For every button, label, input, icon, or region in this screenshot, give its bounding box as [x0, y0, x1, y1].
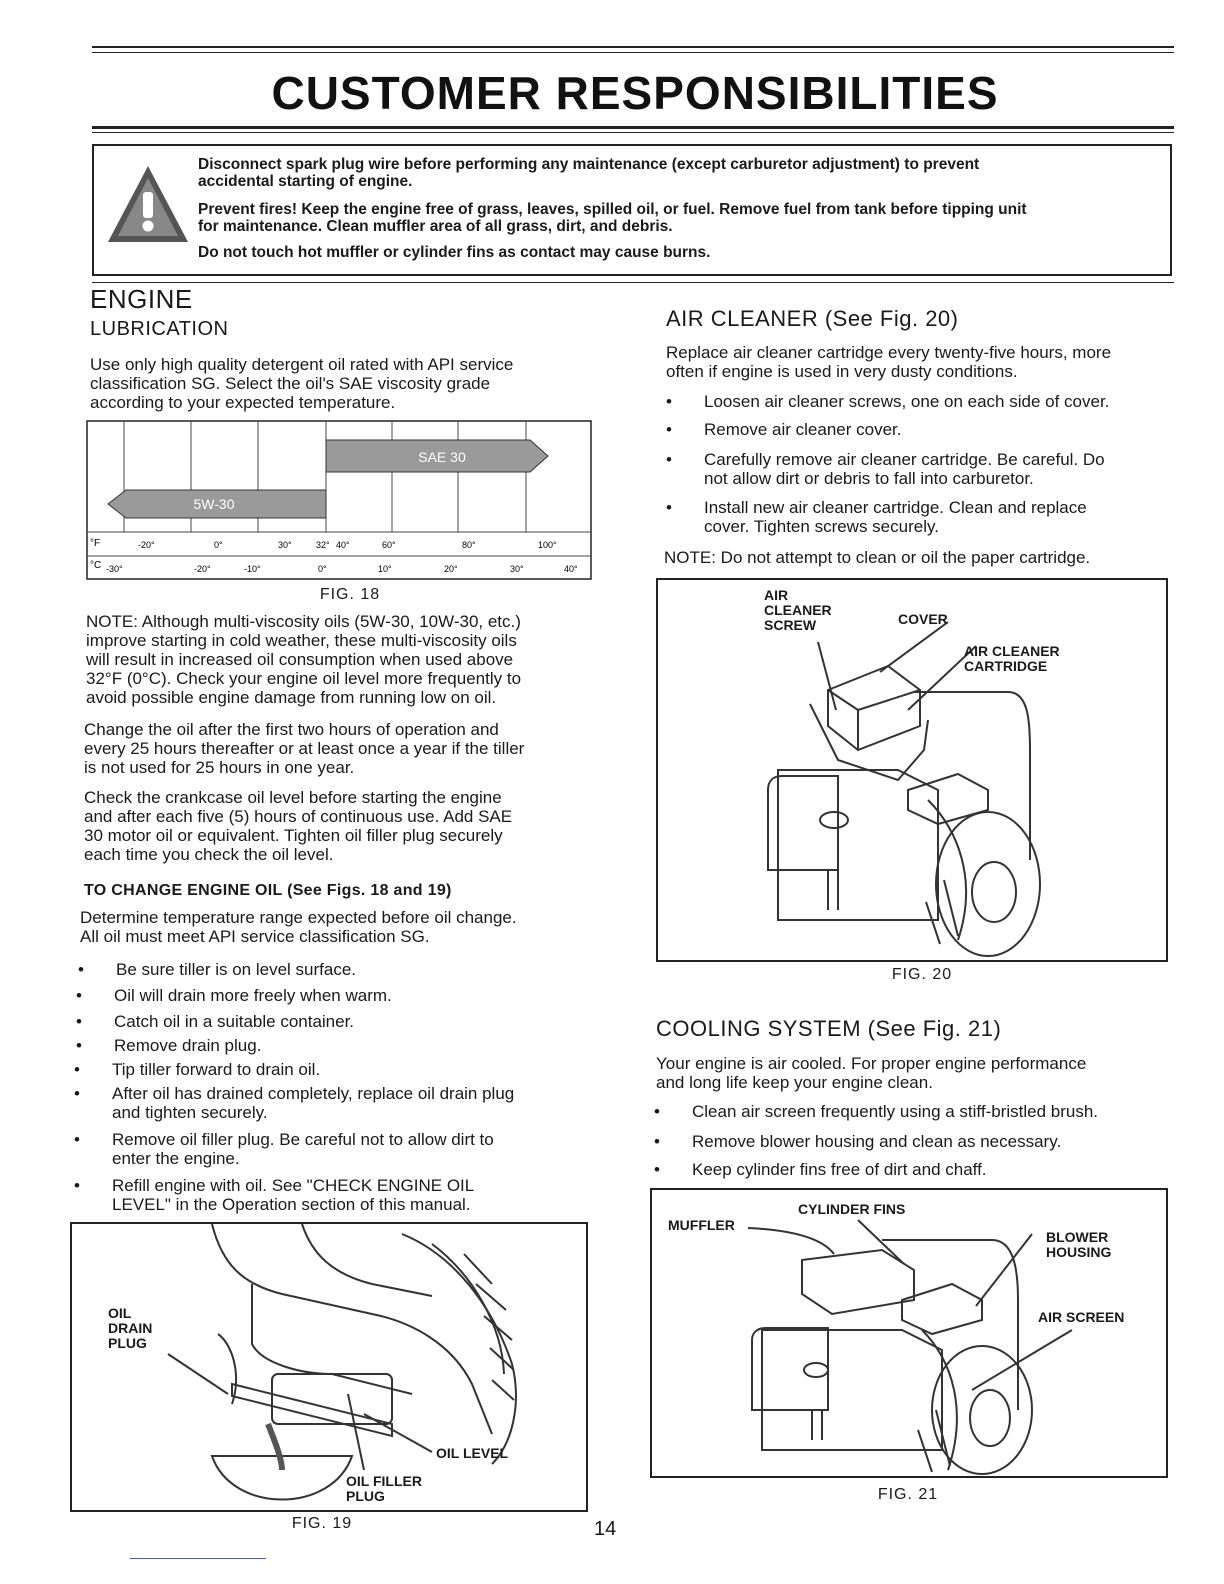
text-line: Remove blower housing and clean as necessary.: [692, 1132, 1062, 1151]
warning-line-2: accidental starting of engine.: [198, 173, 413, 190]
text-line: Your engine is air cooled. For proper engine performance: [656, 1054, 1087, 1073]
text-line: classification SG. Select the oil's SAE viscosity grade: [90, 374, 491, 393]
lubrication-heading: LUBRICATION: [90, 318, 229, 340]
text-line: Check the crankcase oil level before starting the engine: [84, 788, 502, 807]
f-tick: 32°: [316, 540, 330, 550]
text-line: Tip tiller forward to drain oil.: [112, 1060, 321, 1079]
text-line: Catch oil in a suitable container.: [114, 1012, 355, 1031]
text-line: and tighten securely.: [112, 1103, 268, 1122]
page-title: CUSTOMER RESPONSIBILITIES: [271, 67, 999, 119]
change-oil-paragraph: [84, 720, 596, 777]
bullet: •: [666, 420, 672, 439]
warning-bottom-rule: [92, 282, 1174, 283]
text-line: PLUG: [108, 1335, 147, 1351]
bullet: •: [74, 1060, 80, 1079]
fig-21-caption: FIG. 21: [877, 1486, 939, 1503]
list-item: [76, 986, 392, 1005]
bullet: •: [76, 1012, 82, 1031]
text-line: Determine temperature range expected before oil change.: [80, 908, 517, 927]
air-cleaner-screw-label: [764, 588, 832, 633]
text-line: After oil has drained completely, replace oil drain plug: [112, 1084, 515, 1103]
page-number: 14: [594, 1518, 617, 1540]
bullet: •: [74, 1130, 80, 1149]
determine-paragraph: [80, 908, 596, 946]
air-cleaner-heading: AIR CLEANER (See Fig. 20): [666, 306, 959, 331]
title-rule-thin: [92, 132, 1174, 133]
text-line: and after each five (5) hours of continuous use. Add SAE: [84, 807, 513, 826]
air-cleaner-cartridge-label: [964, 644, 1060, 674]
list-item: [654, 1160, 987, 1179]
text-line: not allow dirt or debris to fall into carburetor.: [704, 469, 1034, 488]
title-rule: [92, 126, 1174, 129]
list-item: [654, 1102, 1098, 1121]
text-line: LEVEL" in the Operation section of this manual.: [112, 1195, 471, 1214]
list-item: [74, 1130, 494, 1168]
text-line: Replace air cleaner cartridge every twenty-five hours, more: [666, 343, 1112, 362]
text-line: AIR CLEANER: [964, 643, 1060, 659]
warning-line-4: for maintenance. Clean muffler area of all grass, dirt, and debris.: [198, 218, 673, 235]
bullet: •: [76, 1036, 82, 1055]
text-line: OIL: [108, 1305, 132, 1321]
bullet: •: [74, 1084, 80, 1103]
f-tick: -20°: [138, 540, 155, 550]
text-line: Clean air screen frequently using a stiff-bristled brush.: [692, 1102, 1098, 1121]
text-line: and long life keep your engine clean.: [656, 1073, 933, 1092]
text-line: HOUSING: [1046, 1244, 1112, 1260]
lubrication-paragraph: [90, 355, 600, 412]
air-cleaner-note: NOTE: Do not attempt to clean or oil the paper cartridge.: [664, 548, 1091, 567]
bullet: •: [654, 1102, 660, 1121]
c-tick: -10°: [244, 564, 261, 574]
text-line: every 25 hours thereafter or at least once a year if the tiller: [84, 739, 525, 758]
text-line: AIR: [764, 587, 789, 603]
list-item: [666, 420, 902, 439]
text-line: Change the oil after the first two hours of operation and: [84, 720, 499, 739]
text-line: Loosen air cleaner screws, one on each side of cover.: [704, 392, 1110, 411]
cover-label: COVER: [898, 611, 948, 627]
bullet: •: [78, 960, 84, 979]
top-rule-thin: [92, 52, 1174, 53]
fig-19-caption: FIG. 19: [291, 1515, 353, 1532]
engine-heading: ENGINE: [90, 284, 193, 314]
bullet: •: [76, 986, 82, 1005]
sae-30-label: SAE 30: [418, 449, 466, 465]
bullet: •: [666, 498, 672, 517]
text-line: avoid possible engine damage from running low on oil.: [86, 688, 497, 707]
oil-level-label: OIL LEVEL: [436, 1445, 509, 1461]
c-tick: 30°: [510, 564, 524, 574]
f-unit-label: °F: [90, 538, 101, 549]
bullet: •: [74, 1176, 80, 1195]
fig-18-caption: FIG. 18: [319, 586, 381, 603]
tiller-drain-drawing: [72, 1224, 586, 1510]
5w-30-label: 5W-30: [193, 496, 235, 512]
warning-triangle-icon: [106, 164, 190, 244]
warning-box: [92, 144, 1172, 276]
text-line: Oil will drain more freely when warm.: [114, 986, 392, 1005]
text-line: NOTE: Although multi-viscosity oils (5W-30, 10W-30, etc.): [86, 612, 521, 631]
text-line: Install new air cleaner cartridge. Clean and replace: [704, 498, 1087, 517]
fig-18-oil-chart: [86, 420, 592, 582]
f-tick: 80°: [462, 540, 476, 550]
text-line: according to your expected temperature.: [90, 393, 396, 412]
text-line: Be sure tiller is on level surface.: [116, 960, 356, 979]
text-line: often if engine is used in very dusty conditions.: [666, 362, 1018, 381]
text-line: 30 motor oil or equivalent. Tighten oil filler plug securely: [84, 826, 503, 845]
list-item: [666, 450, 1105, 488]
list-item: [666, 392, 1110, 411]
list-item: [74, 1060, 321, 1079]
air-cleaner-intro: [666, 343, 1176, 381]
engine-air-cleaner-drawing: [658, 580, 1166, 960]
check-oil-paragraph: [84, 788, 596, 864]
text-line: BLOWER: [1046, 1229, 1109, 1245]
oil-drain-plug-label: [108, 1306, 152, 1351]
bullet: •: [666, 450, 672, 469]
f-tick: 40°: [336, 540, 350, 550]
note-paragraph: [86, 612, 596, 707]
warning-line-5: Do not touch hot muffler or cylinder fins as contact may cause burns.: [198, 244, 711, 261]
text-line: cover. Tighten screws securely.: [704, 517, 939, 536]
bottom-rule: [130, 1558, 266, 1559]
f-tick: 30°: [278, 540, 292, 550]
fig-20-air-cleaner-illustration: [656, 578, 1168, 962]
f-tick: 60°: [382, 540, 396, 550]
c-tick: 0°: [318, 564, 327, 574]
text-line: CARTRIDGE: [964, 658, 1048, 674]
text-line: SCREW: [764, 617, 817, 633]
cooling-system-heading: COOLING SYSTEM (See Fig. 21): [656, 1016, 1002, 1041]
change-engine-oil-heading: TO CHANGE ENGINE OIL (See Figs. 18 and 19): [84, 882, 452, 899]
text-line: OIL FILLER: [346, 1473, 422, 1489]
warning-line-1: Disconnect spark plug wire before performing any maintenance (except carburetor adjustment) to prevent: [198, 156, 980, 173]
text-line: will result in increased oil consumption when used above: [86, 650, 514, 669]
text-line: Use only high quality detergent oil rated with API service: [90, 355, 514, 374]
warning-line-3: Prevent fires! Keep the engine free of grass, leaves, spilled oil, or fuel. Remove fuel from tank before tipping unit: [198, 201, 1027, 218]
f-tick: 100°: [538, 540, 557, 550]
top-rule: [92, 46, 1174, 48]
text-line: improve starting in cold weather, these multi-viscosity oils: [86, 631, 517, 650]
text-line: each time you check the oil level.: [84, 845, 334, 864]
c-tick: -30°: [106, 564, 123, 574]
c-tick: 20°: [444, 564, 458, 574]
text-line: DRAIN: [108, 1320, 153, 1336]
text-line: PLUG: [346, 1488, 385, 1504]
fig-21-cooling-illustration: [650, 1188, 1168, 1478]
text-line: Keep cylinder fins free of dirt and chaff.: [692, 1160, 987, 1179]
c-tick: 10°: [378, 564, 392, 574]
text-line: enter the engine.: [112, 1149, 240, 1168]
list-item: [74, 1176, 475, 1214]
air-screen-label: AIR SCREEN: [1038, 1309, 1125, 1325]
text-line: Carefully remove air cleaner cartridge. Be careful. Do: [704, 450, 1105, 469]
text-line: CLEANER: [764, 602, 832, 618]
cooling-intro: [656, 1054, 1170, 1092]
text-line: Remove air cleaner cover.: [704, 420, 902, 439]
oil-filler-plug-label: [346, 1474, 422, 1504]
text-line: All oil must meet API service classification SG.: [80, 927, 430, 946]
c-unit-label: °C: [90, 560, 102, 571]
text-line: 32°F (0°C). Check your engine oil level more frequently to: [86, 669, 522, 688]
fig-20-caption: FIG. 20: [891, 966, 953, 983]
text-line: Remove drain plug.: [114, 1036, 262, 1055]
text-line: Refill engine with oil. See "CHECK ENGINE OIL: [112, 1176, 475, 1195]
list-item: [74, 1084, 515, 1122]
list-item: [654, 1132, 1062, 1151]
f-tick: 0°: [214, 540, 223, 550]
c-tick: -20°: [194, 564, 211, 574]
list-item: [78, 960, 356, 979]
list-item: [76, 1012, 355, 1031]
bullet: •: [666, 392, 672, 411]
cylinder-fins-label: CYLINDER FINS: [798, 1201, 906, 1217]
text-line: Remove oil filler plug. Be careful not to allow dirt to: [112, 1130, 494, 1149]
fig-19-drain-oil-illustration: [70, 1222, 588, 1512]
bullet: •: [654, 1132, 660, 1151]
list-item: [666, 498, 1087, 536]
text-line: is not used for 25 hours in one year.: [84, 758, 355, 777]
c-tick: 40°: [564, 564, 578, 574]
bullet: •: [654, 1160, 660, 1179]
blower-housing-label: [1046, 1230, 1111, 1260]
muffler-label: MUFFLER: [668, 1217, 735, 1233]
list-item: [76, 1036, 262, 1055]
